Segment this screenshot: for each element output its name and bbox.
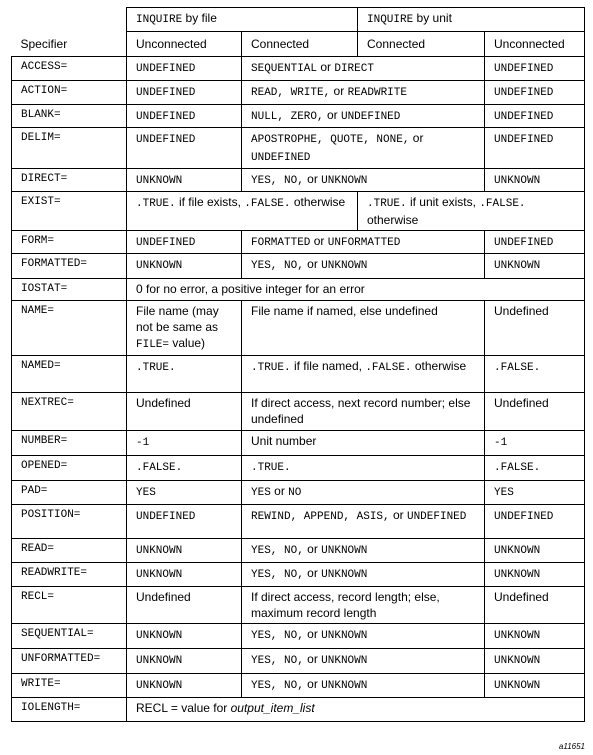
- cell-text: or: [323, 108, 341, 122]
- cell-text: UNKNOWN: [136, 569, 183, 581]
- cell-text: .FALSE.: [479, 198, 526, 210]
- specifier-cell: RECL=: [12, 587, 127, 624]
- unit-unconnected-cell: [485, 105, 585, 128]
- by-file-cell: [127, 192, 358, 231]
- cell-text: UNKNOWN: [136, 545, 183, 557]
- cell-text: or: [310, 234, 328, 248]
- table-row: [12, 456, 585, 481]
- unit-unconnected-cell: [485, 57, 585, 81]
- unit-unconnected-cell: [485, 356, 585, 393]
- header-specifier: Specifier: [12, 32, 127, 57]
- cell-text: UNDEFINED: [136, 511, 196, 523]
- cell-text: UNKNOWN: [321, 630, 368, 642]
- unit-unconnected-cell: [485, 81, 585, 105]
- specifier-cell: NAME=: [12, 301, 127, 356]
- connected-cell: [242, 624, 485, 649]
- table-header: [12, 8, 585, 57]
- cell-text: 0 for no error, a positive integer for an error: [136, 282, 365, 296]
- file-unconnected-cell: [127, 254, 242, 279]
- cell-text: UNDEFINED: [251, 152, 311, 164]
- specifier-cell: NEXTREC=: [12, 393, 127, 431]
- file-unconnected-cell: [127, 587, 242, 624]
- cell-text: .FALSE.: [136, 462, 183, 474]
- cell-text: UNDEFINED: [136, 87, 196, 99]
- cell-text: YES, NO,: [251, 260, 304, 272]
- table-row: [12, 481, 585, 505]
- specifier-cell: READWRITE=: [12, 563, 127, 587]
- cell-text: or: [270, 484, 289, 498]
- file-unconnected-cell: [127, 505, 242, 539]
- specifier-cell: UNFORMATTED=: [12, 649, 127, 674]
- cell-text: UNDEFINED: [136, 237, 196, 249]
- cell-text: UNKNOWN: [136, 175, 183, 187]
- cell-text: -1: [494, 437, 508, 449]
- cell-text: UNKNOWN: [494, 680, 541, 692]
- cell-text: YES, NO,: [251, 680, 304, 692]
- cell-text: UNKNOWN: [136, 260, 183, 272]
- unit-unconnected-cell: [485, 431, 585, 456]
- table-row: [12, 279, 585, 301]
- connected-cell: [242, 456, 485, 481]
- cell-text: or: [303, 652, 322, 666]
- table-row: [12, 698, 585, 722]
- file-unconnected-cell: [127, 481, 242, 505]
- specifier-cell: FORM=: [12, 231, 127, 254]
- table-row: [12, 81, 585, 105]
- cell-text: File name (may not be same as: [136, 304, 219, 334]
- cell-text: If direct access, next record number; else undefined: [251, 396, 471, 426]
- unit-unconnected-cell: [485, 254, 585, 279]
- table-row: [12, 57, 585, 81]
- connected-cell: [242, 481, 485, 505]
- file-unconnected-cell: [127, 356, 242, 393]
- cell-text: UNDEFINED: [136, 134, 196, 146]
- cell-text: Undefined: [136, 396, 191, 410]
- specifier-cell: IOSTAT=: [12, 279, 127, 301]
- cell-text: YES: [494, 487, 514, 499]
- inquire-keyword: INQUIRE: [367, 14, 414, 26]
- cell-text: UNKNOWN: [494, 569, 541, 581]
- table-row: [12, 301, 585, 356]
- cell-text: otherwise: [411, 359, 467, 373]
- unit-unconnected-cell: [485, 505, 585, 539]
- cell-text: .TRUE.: [136, 362, 176, 374]
- cell-text: UNKNOWN: [494, 545, 541, 557]
- table-row: [12, 539, 585, 563]
- unit-unconnected-cell: [485, 393, 585, 431]
- inquire-by-file-label: by file: [182, 11, 217, 25]
- specifier-cell: NAMED=: [12, 356, 127, 393]
- specifier-cell: DELIM=: [12, 128, 127, 169]
- table-row: [12, 128, 585, 169]
- cell-text: File name if named, else undefined: [251, 304, 438, 318]
- specifier-cell: EXIST=: [12, 192, 127, 231]
- header-inquire-by-unit: [358, 8, 585, 32]
- cell-text: UNDEFINED: [494, 87, 554, 99]
- file-unconnected-cell: [127, 301, 242, 356]
- specifier-cell: READ=: [12, 539, 127, 563]
- unit-unconnected-cell: [485, 169, 585, 192]
- cell-text: YES, NO,: [251, 569, 304, 581]
- file-unconnected-cell: [127, 563, 242, 587]
- unit-unconnected-cell: [485, 301, 585, 356]
- cell-text: UNKNOWN: [136, 630, 183, 642]
- inquire-keyword: INQUIRE: [136, 14, 183, 26]
- cell-text: UNDEFINED: [406, 511, 467, 523]
- by-unit-cell: [358, 192, 585, 231]
- unit-unconnected-cell: [485, 563, 585, 587]
- cell-text: UNDEFINED: [136, 111, 196, 123]
- cell-text: APOSTROPHE, QUOTE, NONE,: [251, 134, 410, 146]
- cell-text: UNKNOWN: [494, 655, 541, 667]
- connected-cell: [242, 301, 485, 356]
- figure-reference: a11651: [558, 742, 585, 751]
- connected-cell: [242, 57, 485, 81]
- cell-text: UNKNOWN: [494, 630, 541, 642]
- specifier-cell: ACCESS=: [12, 57, 127, 81]
- unit-unconnected-cell: [485, 674, 585, 698]
- inquire-values-table: [11, 7, 585, 722]
- full-width-cell: [127, 279, 585, 301]
- table-row: [12, 192, 585, 231]
- connected-cell: [242, 563, 485, 587]
- cell-text: .TRUE.: [251, 362, 291, 374]
- cell-text: READ, WRITE,: [251, 87, 331, 99]
- cell-text: RECL = value for: [136, 701, 231, 715]
- cell-text: or: [303, 542, 322, 556]
- cell-text: UNKNOWN: [321, 545, 368, 557]
- table-row: [12, 649, 585, 674]
- connected-cell: [242, 539, 485, 563]
- connected-cell: [242, 356, 485, 393]
- cell-text: NULL, ZERO,: [251, 111, 324, 123]
- cell-text: REWIND, APPEND, ASIS,: [251, 511, 390, 523]
- header-inquire-by-file: [127, 8, 358, 32]
- cell-text: UNFORMATTED: [327, 237, 401, 249]
- file-unconnected-cell: [127, 539, 242, 563]
- cell-text: if file named,: [290, 359, 366, 373]
- unit-unconnected-cell: [485, 539, 585, 563]
- cell-text: FORMATTED: [251, 237, 311, 249]
- unit-unconnected-cell: [485, 649, 585, 674]
- file-unconnected-cell: [127, 231, 242, 254]
- cell-text: SEQUENTIAL: [251, 63, 318, 75]
- cell-text: YES: [136, 487, 156, 499]
- cell-text: or: [330, 84, 348, 98]
- cell-text: YES, NO,: [251, 630, 304, 642]
- table-row: [12, 169, 585, 192]
- cell-text: UNDEFINED: [494, 511, 554, 523]
- cell-text: UNDEFINED: [136, 63, 196, 75]
- file-unconnected-cell: [127, 128, 242, 169]
- cell-text: YES, NO,: [251, 175, 304, 187]
- cell-text: or: [303, 627, 322, 641]
- cell-text: UNDEFINED: [494, 111, 554, 123]
- cell-text: UNKNOWN: [494, 260, 541, 272]
- file-unconnected-cell: [127, 57, 242, 81]
- unit-unconnected-cell: [485, 481, 585, 505]
- cell-text: .FALSE.: [244, 198, 291, 210]
- table-row: [12, 356, 585, 393]
- cell-text: UNKNOWN: [494, 175, 541, 187]
- file-unconnected-cell: [127, 624, 242, 649]
- cell-text: or: [303, 257, 322, 271]
- table-row: [12, 624, 585, 649]
- table-body: [12, 57, 585, 722]
- table-row: [12, 393, 585, 431]
- connected-cell: [242, 649, 485, 674]
- specifier-cell: BLANK=: [12, 105, 127, 128]
- cell-text: or: [317, 60, 335, 74]
- header-file-unconnected: Unconnected: [127, 32, 242, 57]
- cell-text: or: [303, 172, 322, 186]
- connected-cell: [242, 674, 485, 698]
- connected-cell: [242, 254, 485, 279]
- cell-text: -1: [136, 437, 150, 449]
- full-width-cell: [127, 698, 585, 722]
- table-row: [12, 587, 585, 624]
- cell-text: UNDEFINED: [494, 63, 554, 75]
- table-row: [12, 431, 585, 456]
- specifier-cell: OPENED=: [12, 456, 127, 481]
- cell-text: UNKNOWN: [321, 569, 368, 581]
- cell-text: Undefined: [494, 304, 549, 318]
- header-unit-unconnected: Unconnected: [485, 32, 585, 57]
- specifier-cell: DIRECT=: [12, 169, 127, 192]
- file-unconnected-cell: [127, 105, 242, 128]
- connected-cell: [242, 169, 485, 192]
- cell-text: YES: [251, 487, 271, 499]
- connected-cell: [242, 587, 485, 624]
- cell-text: if unit exists,: [406, 195, 480, 209]
- file-unconnected-cell: [127, 674, 242, 698]
- cell-text: UNDEFINED: [340, 111, 401, 123]
- specifier-cell: IOLENGTH=: [12, 698, 127, 722]
- cell-text: Undefined: [494, 396, 549, 410]
- unit-unconnected-cell: [485, 587, 585, 624]
- cell-text: UNDEFINED: [494, 237, 554, 249]
- cell-text: .TRUE.: [367, 198, 407, 210]
- file-unconnected-cell: [127, 81, 242, 105]
- cell-text: or: [303, 566, 322, 580]
- connected-cell: [242, 393, 485, 431]
- cell-text: otherwise: [367, 213, 419, 227]
- header-file-connected: Connected: [242, 32, 358, 57]
- file-unconnected-cell: [127, 456, 242, 481]
- cell-text: UNKNOWN: [321, 655, 368, 667]
- connected-cell: [242, 128, 485, 169]
- table-row: [12, 254, 585, 279]
- connected-cell: [242, 505, 485, 539]
- file-unconnected-cell: [127, 169, 242, 192]
- cell-text: .TRUE.: [251, 462, 291, 474]
- table-row: [12, 505, 585, 539]
- cell-text: UNKNOWN: [136, 655, 183, 667]
- cell-text: .FALSE.: [494, 462, 541, 474]
- cell-text: UNKNOWN: [321, 260, 368, 272]
- file-unconnected-cell: [127, 431, 242, 456]
- cell-text: Unit number: [251, 434, 317, 448]
- cell-text: NO: [288, 487, 302, 499]
- cell-text: YES, NO,: [251, 545, 304, 557]
- cell-text: otherwise: [290, 195, 346, 209]
- unit-unconnected-cell: [485, 231, 585, 254]
- cell-text: Undefined: [494, 590, 549, 604]
- cell-text: output_item_list: [230, 701, 315, 715]
- table-row: [12, 231, 585, 254]
- header-unit-connected: Connected: [358, 32, 485, 57]
- specifier-cell: NUMBER=: [12, 431, 127, 456]
- inquire-by-unit-label: by unit: [413, 11, 452, 25]
- cell-text: .FALSE.: [365, 362, 412, 374]
- cell-text: .FALSE.: [494, 362, 541, 374]
- specifier-cell: ACTION=: [12, 81, 127, 105]
- unit-unconnected-cell: [485, 624, 585, 649]
- specifier-cell: PAD=: [12, 481, 127, 505]
- specifier-cell: FORMATTED=: [12, 254, 127, 279]
- cell-text: UNKNOWN: [321, 680, 368, 692]
- cell-text: UNKNOWN: [321, 175, 368, 187]
- cell-text: if file exists,: [175, 195, 245, 209]
- connected-cell: [242, 231, 485, 254]
- specifier-cell: WRITE=: [12, 674, 127, 698]
- cell-text: or: [389, 508, 407, 522]
- cell-text: FILE=: [136, 339, 170, 351]
- specifier-cell: POSITION=: [12, 505, 127, 539]
- cell-text: YES, NO,: [251, 655, 304, 667]
- cell-text: or: [409, 131, 424, 145]
- connected-cell: [242, 81, 485, 105]
- cell-text: If direct access, record length; else, maximum record length: [251, 590, 440, 620]
- table-row: [12, 674, 585, 698]
- unit-unconnected-cell: [485, 456, 585, 481]
- specifier-cell: SEQUENTIAL=: [12, 624, 127, 649]
- connected-cell: [242, 105, 485, 128]
- unit-unconnected-cell: [485, 128, 585, 169]
- file-unconnected-cell: [127, 393, 242, 431]
- cell-text: .TRUE.: [136, 198, 176, 210]
- file-unconnected-cell: [127, 649, 242, 674]
- cell-text: READWRITE: [347, 87, 407, 99]
- cell-text: UNKNOWN: [136, 680, 183, 692]
- cell-text: or: [303, 677, 322, 691]
- cell-text: DIRECT: [334, 63, 374, 75]
- connected-cell: [242, 431, 485, 456]
- cell-text: UNDEFINED: [494, 134, 554, 146]
- table-row: [12, 105, 585, 128]
- header-blank: [12, 8, 127, 32]
- cell-text: value): [169, 336, 206, 350]
- table-row: [12, 563, 585, 587]
- cell-text: Undefined: [136, 590, 191, 604]
